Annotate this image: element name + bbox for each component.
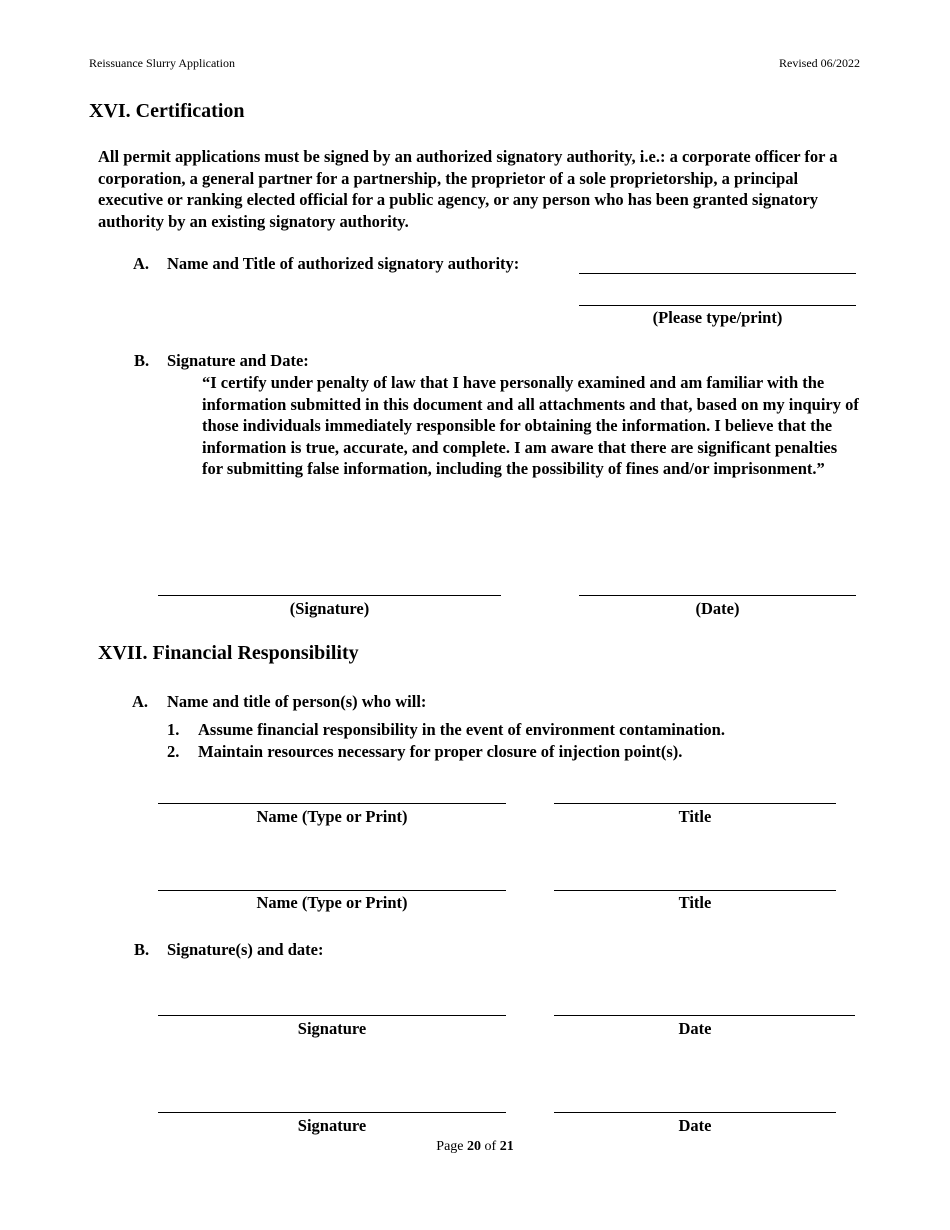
signature-caption: Signature — [297, 1019, 367, 1038]
fin-title-line-1[interactable] — [554, 803, 836, 804]
certification-statement: “I certify under penalty of law that I have personally examined and am familiar with the information submitted in this document and all attachments and that, based on my inquiry of those individuals immediately responsible for obtaining the information. I believe that the information is true, accurate, and complete. I am aware that there are significant penalties for submitting false information, including the possibility of fines and/or imprisonment.” — [202, 373, 859, 478]
signatory-title-line[interactable] — [579, 305, 856, 306]
fin-signature-line-1[interactable] — [158, 1015, 506, 1016]
fin-date-line-2[interactable] — [554, 1112, 836, 1113]
name-caption: Name (Type or Print) — [256, 807, 408, 826]
item-b-letter: B. — [134, 351, 150, 370]
fin-item-b-letter: B. — [134, 940, 150, 959]
signature-caption: (Signature) — [289, 599, 370, 618]
certification-date-line[interactable] — [579, 595, 856, 596]
section-16-title: XVI. Certification — [89, 100, 245, 122]
list-item-number: 2. — [167, 742, 180, 761]
page-total: 21 — [499, 1139, 514, 1154]
signatory-name-line[interactable] — [579, 273, 856, 274]
title-caption: Title — [678, 807, 712, 826]
list-item-number: 1. — [167, 720, 180, 739]
fin-persons-label: Name and title of person(s) who will: — [167, 692, 427, 711]
fin-date-line-1[interactable] — [554, 1015, 855, 1016]
page-number — [0, 1139, 950, 1155]
signature-date-label: Signature and Date: — [167, 351, 309, 370]
list-item-text: Maintain resources necessary for proper closure of injection point(s). — [198, 742, 683, 761]
fin-title-line-2[interactable] — [554, 890, 836, 891]
certification-signature-line[interactable] — [158, 595, 501, 596]
date-caption: Date — [678, 1019, 712, 1038]
page-of: of — [481, 1139, 500, 1154]
fin-name-line-2[interactable] — [158, 890, 506, 891]
fin-name-line-1[interactable] — [158, 803, 506, 804]
header-revision: Revised 06/2022 — [779, 56, 860, 70]
fin-item-a-letter: A. — [132, 692, 149, 711]
list-item-text: Assume financial responsibility in the event of environment contamination. — [198, 720, 725, 739]
item-a-letter: A. — [133, 254, 150, 273]
date-caption: (Date) — [695, 599, 740, 618]
name-caption: Name (Type or Print) — [256, 893, 408, 912]
signatory-name-label: Name and Title of authorized signatory authority: — [167, 254, 520, 273]
section-17-title: XVII. Financial Responsibility — [98, 642, 359, 664]
title-caption: Title — [678, 893, 712, 912]
signature-caption: Signature — [297, 1116, 367, 1135]
date-caption: Date — [678, 1116, 712, 1135]
page-current: 20 — [467, 1139, 482, 1154]
fin-signature-line-2[interactable] — [158, 1112, 506, 1113]
page-prefix: Page — [436, 1139, 468, 1154]
header-doc-title: Reissuance Slurry Application — [89, 56, 235, 70]
certification-intro: All permit applications must be signed by an authorized signatory authority, i.e.: a corporate officer for a corporation, a general partner for a partnership, the proprietor of a sole proprietorship, a principal executive or ranking elected official for a public agency, or any person who has been granted signatory authority by an existing signatory authority. — [98, 147, 838, 231]
fin-signatures-label: Signature(s) and date: — [167, 940, 324, 959]
please-type-print-caption: (Please type/print) — [652, 308, 783, 327]
